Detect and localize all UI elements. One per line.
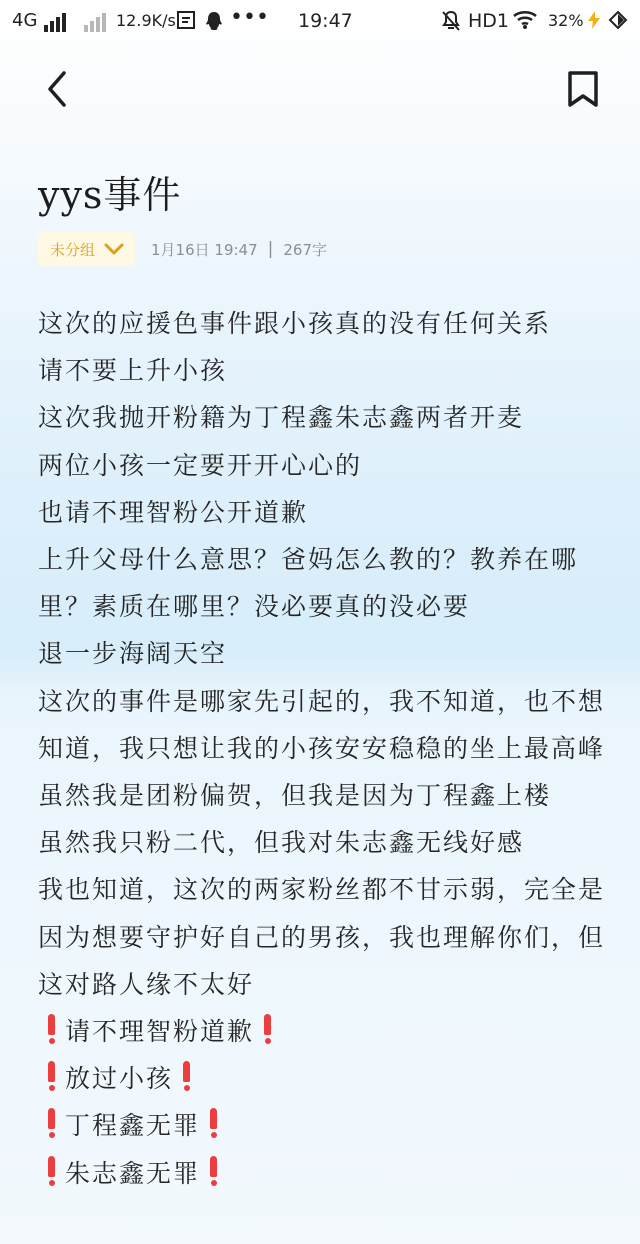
bookmark-icon xyxy=(566,69,600,109)
slogan-text: 请不理智粉道歉 xyxy=(65,1017,255,1047)
secondary-signal-icon xyxy=(84,10,108,32)
mute-bell-icon xyxy=(440,10,462,38)
battery-icon xyxy=(606,10,628,36)
note-line: 这次我抛开粉籍为丁程鑫朱志鑫两者开麦 xyxy=(38,403,525,433)
slogan-line xyxy=(38,1055,616,1102)
red-exclamation-icon xyxy=(180,1061,192,1092)
network-speed: 12.9K/s xyxy=(116,11,176,30)
red-exclamation-icon xyxy=(207,1108,219,1139)
qq-icon xyxy=(203,10,225,38)
note-line: 虽然我只粉二代，但我对朱志鑫无线好感 xyxy=(38,828,525,858)
signal-bars-icon xyxy=(44,10,68,32)
folder-selector[interactable] xyxy=(38,232,135,266)
chevron-left-icon xyxy=(41,69,73,109)
charging-bolt-icon xyxy=(584,10,604,30)
chevron-down-icon xyxy=(103,242,125,256)
word-count: 267字 xyxy=(283,240,328,259)
slogan-line xyxy=(38,1008,616,1055)
network-type: 4G xyxy=(12,10,38,31)
red-exclamation-icon xyxy=(45,1061,57,1092)
screenshot-icon-glyph xyxy=(176,10,196,30)
note-line: 退一步海阔天空 xyxy=(38,639,228,669)
note-line: 虽然我是团粉偏贺，但我是因为丁程鑫上楼 xyxy=(38,781,552,811)
battery-icon-glyph xyxy=(606,10,628,30)
note-title: yys事件 xyxy=(38,173,182,217)
note-line: 上升父母什么意思？爸妈怎么教的？教养在哪里？素质在哪里？没必要真的没必要 xyxy=(38,545,579,622)
wifi-icon-glyph xyxy=(512,10,538,30)
mute-bell-icon-glyph xyxy=(440,10,462,32)
folder-label: 未分组 xyxy=(50,240,96,259)
more-notifications-icon: ••• xyxy=(230,5,269,30)
status-time: 19:47 xyxy=(298,10,353,32)
qq-icon-glyph xyxy=(203,10,225,32)
slogan-line xyxy=(38,1150,616,1197)
secondary-signal-bars-icon xyxy=(84,10,108,32)
red-exclamation-icon xyxy=(207,1156,219,1187)
meta-separator: | xyxy=(267,239,274,259)
note-date: 1月16日 19:47 xyxy=(151,240,258,259)
slogan-line xyxy=(38,1102,616,1149)
wifi-icon xyxy=(512,10,538,36)
red-exclamation-icon xyxy=(45,1108,57,1139)
battery-percent: 32% xyxy=(548,11,584,30)
note-content[interactable] xyxy=(38,300,616,1197)
hd-indicator: HD1 xyxy=(468,10,510,32)
charging-icon xyxy=(584,10,604,36)
note-line: 也请不理智粉公开道歉 xyxy=(38,497,309,527)
bookmark-button[interactable] xyxy=(552,62,614,116)
note-line: 两位小孩一定要开开心心的 xyxy=(38,450,363,480)
slogan-text: 朱志鑫无罪 xyxy=(65,1158,201,1188)
slogan-text: 放过小孩 xyxy=(65,1064,174,1094)
slogan-text: 丁程鑫无罪 xyxy=(65,1111,201,1141)
note-line: 这次的应援色事件跟小孩真的没有任何关系 xyxy=(38,309,552,338)
note-meta xyxy=(38,232,327,266)
note-line: 请不要上升小孩 xyxy=(38,356,228,386)
status-bar xyxy=(0,0,640,44)
red-exclamation-icon xyxy=(261,1014,273,1045)
back-button[interactable] xyxy=(30,62,84,116)
red-exclamation-icon xyxy=(45,1156,57,1187)
note-toolbar xyxy=(0,44,640,130)
screenshot-icon xyxy=(176,10,196,36)
note-line: 这次的事件是哪家先引起的，我不知道，也不想知道，我只想让我的小孩安安稳稳的坐上最高峰 xyxy=(38,686,606,763)
note-line: 我也知道，这次的两家粉丝都不甘示弱，完全是因为想要守护好自己的男孩，我也理解你们，但这对路人缘不太好 xyxy=(38,875,606,999)
red-exclamation-icon xyxy=(45,1014,57,1045)
signal-strength-icon xyxy=(44,10,68,32)
